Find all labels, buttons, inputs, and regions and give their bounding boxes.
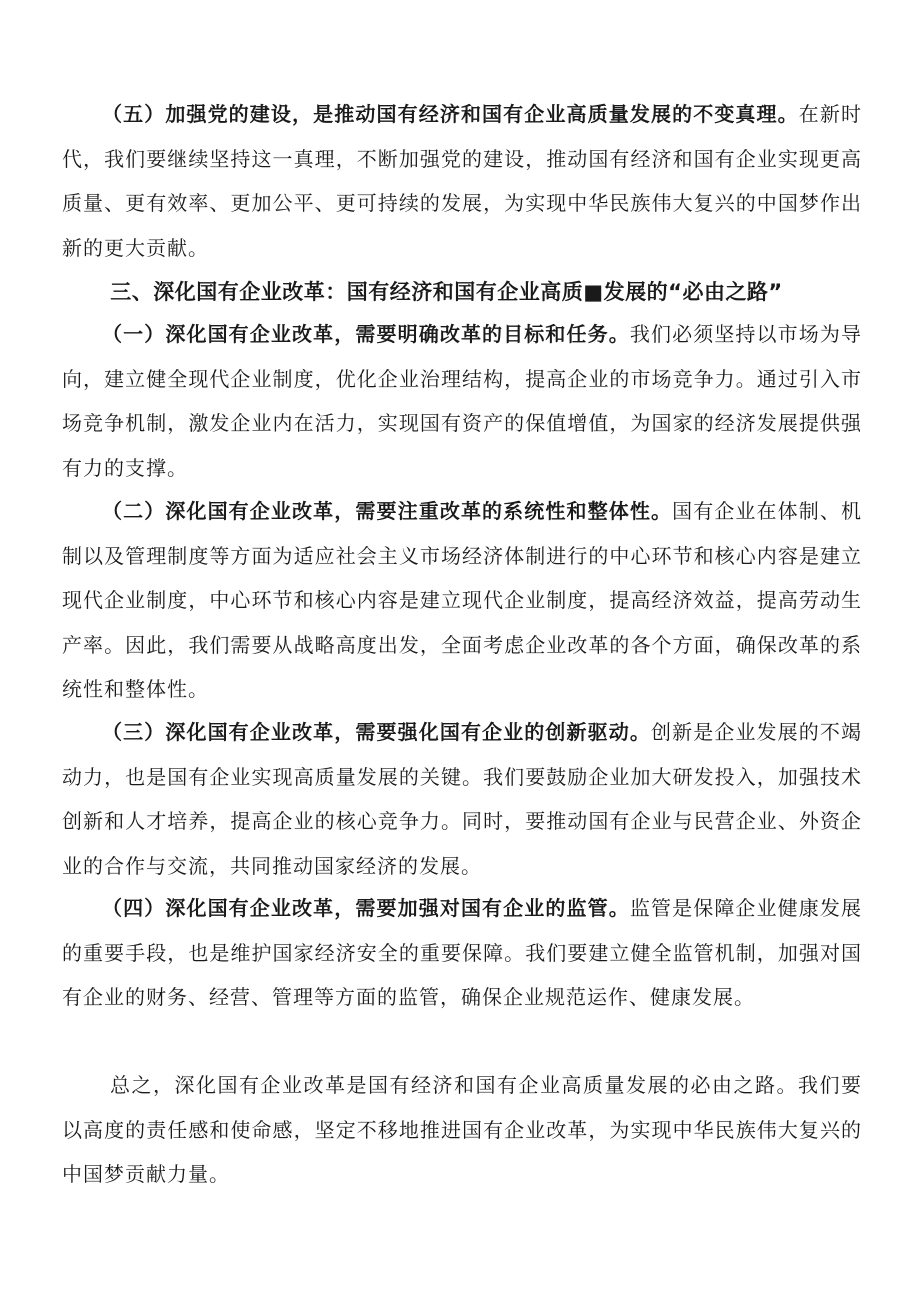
paragraph-section-2-item-5 bbox=[62, 92, 862, 270]
paragraph-section-3-item-3 bbox=[62, 710, 862, 888]
paragraph-body: 在新时代，我们要继续坚持这一真理，不断加强党的建设，推动国有经济和国有企业实现更高质量、更有效率、更加公平、更可持续的发展，为实现中华民族伟大复兴的中国梦作出新的更大贡献。 bbox=[62, 102, 863, 260]
paragraph-body: 监管是保障企业健康发展的重要手段，也是维护国家经济安全的重要保障。我们要建立健全监管机制，加强对国有企业的财务、经营、管理等方面的监管，确保企业规范运作、健康发展。 bbox=[62, 896, 863, 1009]
paragraph-body: 创新是企业发展的不竭动力，也是国有企业实现高质量发展的关键。我们要鼓励企业加大研发投入，加强技术创新和人才培养，提高企业的核心竞争力。同时，要推动国有企业与民营企业、外资企业的合作与交流，共同推动国家经济的发展。 bbox=[62, 720, 863, 878]
paragraph-section-3-item-1 bbox=[62, 312, 862, 490]
section-3-heading: 三、深化国有企业改革：国有经济和国有企业高质■发展的“必由之路” bbox=[110, 280, 783, 304]
paragraph-body: 我们必须坚持以市场为导向，建立健全现代企业制度，优化企业治理结构，提高企业的市场竞争力。通过引入市场竞争机制，激发企业内在活力，实现国有资产的保值增值，为国家的经济发展提供强有力的支撑。 bbox=[62, 322, 863, 480]
paragraph-lead: （三）深化国有企业改革，需要强化国有企业的创新驱动。 bbox=[102, 720, 651, 744]
paragraph-section-3-item-4 bbox=[62, 886, 862, 1020]
paragraph-lead: （二）深化国有企业改革，需要注重改革的系统性和整体性。 bbox=[102, 499, 673, 523]
paragraph-body: 国有企业在体制、机制以及管理制度等方面为适应社会主义市场经济体制进行的中心环节和核心内容是建立现代企业制度，中心环节和核心内容是建立现代企业制度，提高经济效益，提高劳动生产率。因此，我们需要从战略高度出发，全面考虑企业改革的各个方面，确保改革的系统性和整体性。 bbox=[62, 499, 863, 701]
paragraph-lead: （一）深化国有企业改革，需要明确改革的目标和任务。 bbox=[102, 322, 630, 346]
paragraph-lead: （四）深化国有企业改革，需要加强对国有企业的监管。 bbox=[102, 896, 630, 920]
summary-paragraph: 总之，深化国有企业改革是国有经济和国有企业高质量发展的必由之路。我们要以高度的责任感和使命感，坚定不移地推进国有企业改革，为实现中华民族伟大复兴的中国梦贡献力量。 bbox=[62, 1073, 862, 1186]
paragraph-lead: （五）加强党的建设，是推动国有经济和国有企业高质量发展的不变真理。 bbox=[102, 102, 799, 126]
paragraph-section-3-item-2 bbox=[62, 489, 862, 712]
